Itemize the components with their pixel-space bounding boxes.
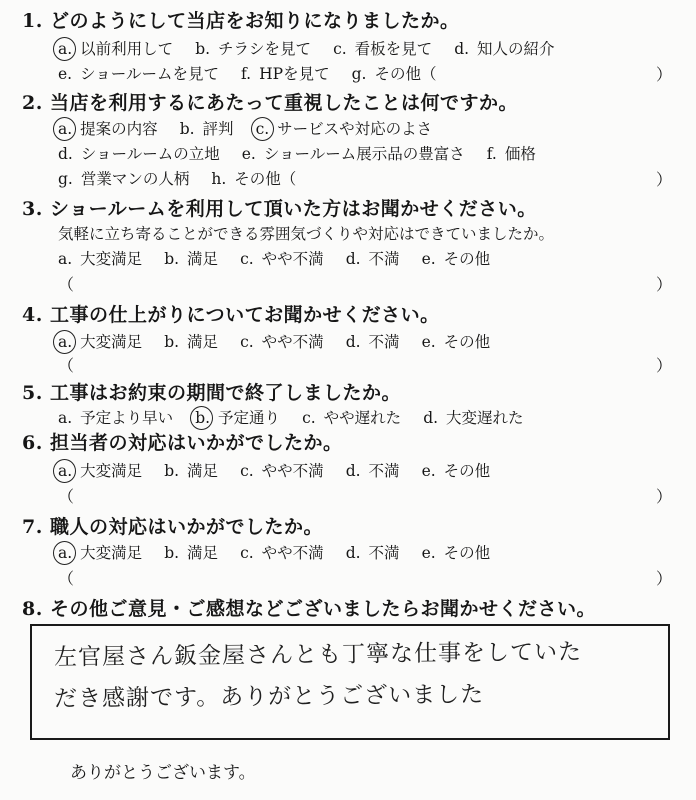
question-7-paren [58, 566, 672, 589]
question-2 [22, 88, 686, 115]
question-4-close-paren: ） [655, 356, 672, 375]
option-label: ショールームを見て [80, 65, 219, 83]
option-e [58, 62, 219, 84]
option-label: HPを見て [259, 65, 330, 83]
question-1-close-paren: ） [655, 65, 672, 84]
option-label: やや不満 [261, 544, 324, 562]
option-c [256, 117, 433, 139]
option-key: b. [195, 40, 211, 58]
option-label: チラシを見て [218, 40, 312, 58]
option-c [333, 37, 432, 59]
question-6 [22, 428, 686, 455]
option-key: c. [240, 333, 254, 351]
question-4-options [58, 330, 668, 352]
option-label: ショールーム展示品の豊富さ [263, 145, 465, 163]
question-4-open-paren: （ [58, 356, 75, 375]
option-label: やや遅れた [323, 409, 402, 427]
option-key: g. [58, 170, 73, 188]
option-key: e. [421, 333, 436, 351]
option-label: 大変遅れた [446, 409, 524, 427]
question-5 [22, 378, 686, 405]
option-label: 満足 [187, 250, 219, 268]
option-label: 価格 [504, 145, 536, 163]
option-b [195, 406, 280, 428]
option-g [352, 62, 437, 84]
option-c [240, 330, 324, 352]
option-key: d. [345, 333, 361, 351]
option-label: 大変満足 [80, 462, 143, 480]
question-3-options [58, 247, 668, 269]
option-key: c. [302, 409, 316, 427]
option-label: やや不満 [261, 333, 324, 351]
circled-option-key: c. [255, 120, 270, 138]
question-4-title: 4. 工事の仕上がりについてお聞かせください。 [22, 304, 440, 326]
option-label: 看板を見て [354, 40, 433, 58]
option-key: e. [241, 145, 256, 163]
option-a [58, 330, 142, 352]
question-7-close-paren: ） [655, 569, 672, 588]
option-e [422, 459, 491, 481]
option-c [240, 247, 324, 269]
option-key: b. [164, 462, 180, 480]
option-a [58, 406, 173, 428]
question-3-close-paren: ） [655, 275, 672, 294]
question-1-title: 1. どのようにして当店をお知りになりましたか。 [22, 10, 460, 32]
option-c [240, 541, 324, 563]
option-label: 予定通り [218, 409, 281, 427]
option-key: a. [58, 409, 73, 427]
option-key: d. [345, 250, 361, 268]
option-label: 満足 [187, 333, 219, 351]
option-label: 大変満足 [80, 250, 143, 268]
circled-option-key: a. [58, 462, 73, 480]
option-key: g. [351, 65, 367, 83]
question-7-title: 7. 職人の対応はいかがでしたか。 [22, 516, 323, 538]
question-3-title: 3. ショールームを利用して頂いた方はお聞かせください。 [22, 198, 537, 220]
question-2-options-row-2 [58, 142, 668, 164]
question-7 [22, 512, 686, 539]
option-key: b. [164, 544, 180, 562]
option-key: d. [345, 462, 361, 480]
option-key: d. [454, 40, 470, 58]
question-1-options-row-2 [58, 62, 668, 84]
option-g [58, 167, 189, 189]
option-d [423, 406, 523, 428]
circled-option-key: a. [58, 120, 73, 138]
option-label: やや不満 [261, 462, 324, 480]
option-label: 予定より早い [80, 409, 174, 427]
option-key: b. [164, 250, 180, 268]
handwritten-comment-line-2: だき感謝です。ありがとうございました [53, 681, 485, 713]
option-label: サービスや対応のよさ [277, 120, 433, 138]
option-c [302, 406, 401, 428]
question-3 [22, 194, 686, 221]
question-6-title: 6. 担当者の対応はいかがでしたか。 [22, 432, 343, 454]
circled-option-key: a. [58, 544, 73, 562]
option-label: その他 [443, 333, 491, 351]
option-label: 大変満足 [80, 333, 143, 351]
option-key: h. [211, 170, 227, 188]
option-label: その他（ [374, 65, 437, 83]
circled-option-key: a. [58, 40, 73, 58]
option-label: 満足 [187, 462, 219, 480]
question-1-options-row-1 [58, 37, 668, 59]
option-key: b. [179, 120, 195, 138]
option-label: 不満 [368, 544, 400, 562]
question-2-close-paren: ） [655, 170, 672, 189]
question-4-paren [58, 353, 672, 376]
option-label: 大変満足 [80, 544, 143, 562]
option-label: その他 [443, 250, 491, 268]
option-c [240, 459, 324, 481]
option-label: 提案の内容 [80, 120, 158, 138]
circled-option-key: b. [195, 409, 211, 427]
option-label: 以前利用して [80, 40, 174, 58]
option-key: e. [58, 65, 73, 83]
option-label: 知人の紹介 [477, 40, 555, 58]
question-3-paren [58, 272, 672, 295]
question-8-title: 8. その他ご意見・ご感想などございましたらお聞かせください。 [22, 598, 596, 620]
option-b [164, 330, 218, 352]
option-a [58, 459, 142, 481]
option-label: 不満 [368, 462, 400, 480]
question-1 [22, 6, 686, 33]
option-label: ショールームの立地 [80, 145, 220, 163]
question-6-close-paren: ） [655, 487, 672, 506]
question-6-paren [58, 484, 672, 507]
option-a [58, 117, 158, 139]
option-f [241, 62, 330, 84]
option-d [58, 142, 220, 164]
question-7-open-paren: （ [58, 569, 75, 588]
option-e [422, 541, 491, 563]
option-b [164, 247, 218, 269]
question-6-options [58, 459, 668, 481]
option-a [58, 247, 142, 269]
question-2-options-row-1 [58, 117, 668, 139]
option-label: 不満 [368, 333, 400, 351]
question-4 [22, 300, 686, 327]
option-key: c. [333, 40, 347, 58]
option-d [346, 247, 400, 269]
option-b [164, 459, 218, 481]
option-key: d. [345, 544, 361, 562]
option-key: e. [421, 544, 436, 562]
option-key: b. [164, 333, 180, 351]
option-h [211, 167, 296, 189]
option-e [422, 330, 491, 352]
option-label: やや不満 [261, 250, 324, 268]
option-label: その他 [443, 544, 491, 562]
question-5-title: 5. 工事はお約束の期間で終了しましたか。 [22, 382, 401, 404]
comment-box [30, 624, 670, 740]
option-label: その他（ [234, 170, 297, 188]
option-key: c. [240, 250, 254, 268]
option-a [58, 541, 142, 563]
option-label: 営業マンの人柄 [80, 170, 190, 188]
question-2-title: 2. 当店を利用するにあたって重視したことは何ですか。 [22, 92, 518, 114]
circled-option-key: a. [58, 333, 73, 351]
option-key: e. [421, 462, 436, 480]
option-key: f. [241, 65, 252, 83]
option-label: 満足 [187, 544, 219, 562]
option-key: f. [486, 145, 497, 163]
option-d [454, 37, 554, 59]
closing-thanks: ありがとうございます。 [70, 763, 256, 783]
handwritten-comment-line-1: 左官屋さん鈑金屋さんとも丁寧な仕事をしていた [53, 639, 583, 671]
question-7-options [58, 541, 668, 563]
option-b [164, 541, 218, 563]
option-d [346, 330, 400, 352]
option-key: e. [421, 250, 436, 268]
option-b [180, 117, 234, 139]
option-key: a. [58, 250, 73, 268]
option-e [422, 247, 491, 269]
option-label: その他 [443, 462, 491, 480]
question-5-options [58, 406, 668, 428]
question-2-options-row-3 [58, 167, 668, 189]
question-6-open-paren: （ [58, 487, 75, 506]
option-label: 評判 [202, 120, 234, 138]
option-d [346, 541, 400, 563]
option-e [242, 142, 465, 164]
option-key: c. [240, 544, 254, 562]
option-f [487, 142, 536, 164]
question-3-subtext: 気軽に立ち寄ることができる雰囲気づくりや対応はできていましたか。 [58, 225, 555, 243]
question-8 [22, 594, 686, 621]
option-key: d. [58, 145, 73, 163]
option-key: c. [240, 462, 254, 480]
question-3-open-paren: （ [58, 275, 75, 294]
option-label: 不満 [368, 250, 400, 268]
option-key: d. [423, 409, 439, 427]
option-a [58, 37, 173, 59]
option-d [346, 459, 400, 481]
option-b [195, 37, 311, 59]
